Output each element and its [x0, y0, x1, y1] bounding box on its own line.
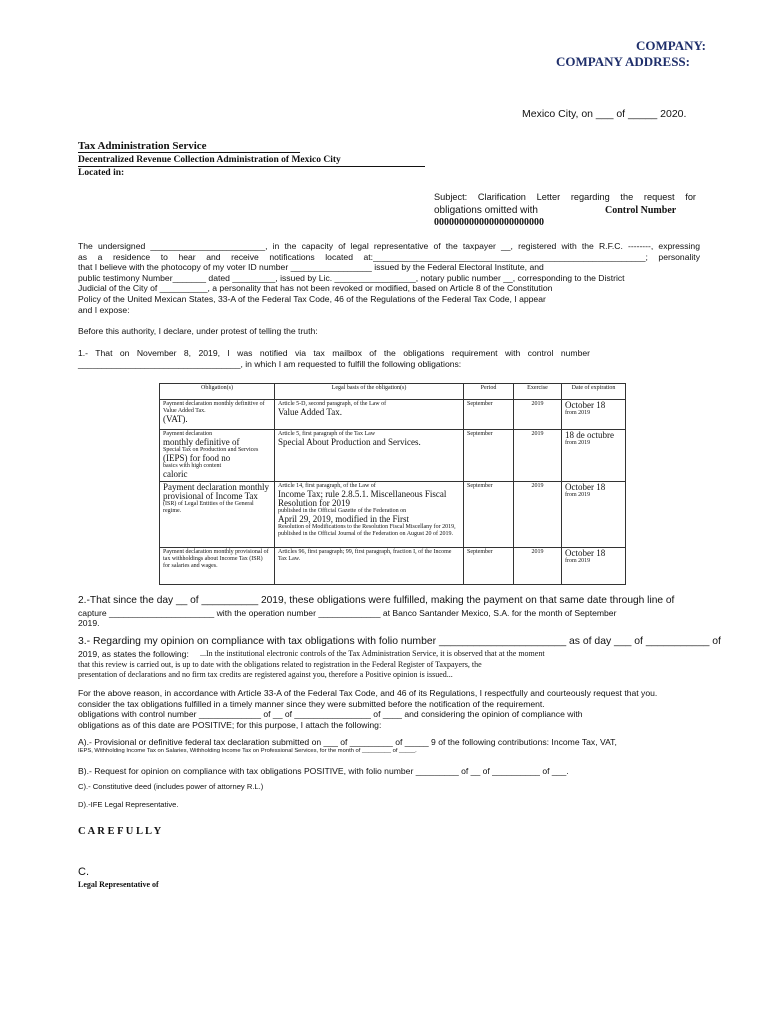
company-address-label: COMPANY ADDRESS: [556, 54, 690, 69]
point3-line-1: 3.- Regarding my opinion on compliance with tax obligations with folio number ______________________ as of day ___ of ___________ of [78, 636, 721, 647]
table-row [160, 482, 626, 548]
cell-expiration [562, 548, 626, 585]
cell-text: Income Tax; rule 2.8.5.1. Miscellaneous Fiscal Resolution for 2019 [278, 489, 447, 508]
addressee-line-3: Located in: [78, 168, 125, 178]
cell-obligation: Payment declaration monthly provisional of tax withholdings about Income Tax (ISR) for salaries and wages. [160, 548, 275, 585]
cell-text: Article 14, first paragraph, of the Law of [278, 483, 376, 489]
table-header-row [160, 384, 626, 400]
cell-text: Payment declaration monthly definitive of Value Added Tax. [163, 401, 265, 414]
cell-expiration [562, 430, 626, 482]
header-expiration: Date of expiration [562, 384, 626, 400]
subject-line-2b: Control Number [605, 205, 677, 216]
intro-paragraph [78, 241, 700, 315]
closing-carefully: C A R E F U L L Y [78, 826, 162, 837]
point2-line-2: capture ______________________ with the operation number _____________ at Banco Santander Mexico, S.A. for the month of September [78, 608, 617, 618]
point3-line-3: that this review is carried out, is up to date with the obligations related to registration in the Federal Register of Taxpayers, the [78, 660, 482, 669]
reason-line: consider the tax obligations fulfilled in a timely manner since they were submitted before the notification of the requirement. [78, 698, 545, 709]
reason-line: For the above reason, in accordance with Article 33-A of the Federal Tax Code, and 46 of its Regulations, I respectfully and courteously request that you. [78, 688, 658, 698]
cell-obligation [160, 400, 275, 430]
cell-text: caloric [163, 469, 188, 479]
cell-text: published in the Official Gazette of the Federation on [278, 508, 407, 514]
header-legal-basis: Legal basis of the obligation(s) [275, 384, 464, 400]
cell-expiration [562, 400, 626, 430]
intro-line: Policy of the United Mexican States, 33-A of the Federal Tax Code, 46 of the Regulations of the Federal Tax Code, I appear [78, 293, 546, 304]
point1-line-2: __________________________________, in which I am requested to fulfill the following obligations: [78, 359, 462, 369]
cell-text: basics with high content [163, 463, 222, 469]
point2-line-1: 2.-That since the day __ of __________ 2019, these obligations were fulfilled, making the payment on that same date through line of [78, 595, 675, 606]
date-line: Mexico City, on ___ of _____ 2020. [522, 108, 687, 120]
point3-line-2b: ...In the institutional electronic controls of the Tax Administration Service, it is observed that at the moment [200, 649, 545, 658]
cell-text: April 29, 2019, modified in the First [278, 514, 409, 524]
table-row [160, 430, 626, 482]
control-number: 0000000000000000000000 [434, 217, 544, 228]
cell-text: (IEPS) for food no [163, 453, 231, 463]
header-exercise: Exercise [514, 384, 562, 400]
cell-exercise: 2019 [514, 482, 562, 548]
attachment-a-line-2: IEPS, Withholding Income Tax on Salaries, Withholding Income Tax on Professional Services, for the month of _________ of _____. [78, 748, 417, 754]
point1-line-1: 1.- That on November 8, 2019, I was notified via tax mailbox of the obligations requirement with control number [78, 348, 590, 358]
cell-expiration [562, 482, 626, 548]
cell-exercise: 2019 [514, 548, 562, 585]
obligations-table [159, 383, 626, 585]
subject-line-1: Subject: Clarification Letter regarding the request for [434, 192, 696, 202]
attachment-c: C).- Constitutive deed (includes power of attorney R.L.) [78, 782, 264, 791]
cell-text: (ISR) of Legal Entities of the General regime. [163, 501, 254, 514]
cell-text: Payment declaration [163, 431, 213, 437]
cell-text: October 18 [565, 400, 606, 410]
cell-text: from 2019 [565, 558, 591, 564]
cell-text: October 18 [565, 482, 606, 492]
declare-line: Before this authority, I declare, under protest of telling the truth: [78, 326, 318, 336]
header-period: Period [464, 384, 514, 400]
cell-period: September [464, 548, 514, 585]
signature-label: Legal Representative of [78, 880, 159, 889]
cell-obligation [160, 482, 275, 548]
cell-text: from 2019 [565, 410, 591, 416]
intro-line: and I expose: [78, 304, 130, 315]
cell-text: monthly definitive of [163, 437, 240, 447]
intro-line: as a residence to hear and receive notifications located at:_________________________________________________________; personality [78, 251, 700, 262]
cell-exercise: 2019 [514, 430, 562, 482]
reason-line: obligations with control number _____________ of __ of ________________ of ____ and considering the opinion of compliance with [78, 709, 583, 720]
reason-line: obligations as of this date are POSITIVE; for this purpose, I attach the following: [78, 719, 382, 730]
cell-period: September [464, 400, 514, 430]
cell-text: from 2019 [565, 492, 591, 498]
header-obligation: Obligation(s) [160, 384, 275, 400]
addressee-line-1: Tax Administration Service [78, 140, 300, 153]
cell-text: Article 5-D, second paragraph, of the Law of [278, 401, 387, 407]
cell-legal-basis: Articles 96, first paragraph; 99, first paragraph, fraction I, of the Income Tax Law. [275, 548, 464, 585]
addressee-line-2: Decentralized Revenue Collection Administration of Mexico City [78, 155, 425, 167]
cell-text: from 2019 [565, 440, 591, 446]
cell-period: September [464, 482, 514, 548]
cell-text: (VAT). [163, 414, 188, 424]
point3-line-4: presentation of declarations and no firm tax credits are registered against you, therefore a Positive opinion is issued... [78, 670, 453, 679]
cell-text: 18 de octubre [565, 430, 614, 440]
intro-line: Judicial of the City of __________, a personality that has not been revoked or modified, based on Article 8 of the Constitution [78, 283, 553, 294]
company-label: COMPANY: [635, 38, 706, 53]
intro-line: The undersigned ________________________, in the capacity of legal representative of the taxpayer __, registered with the R.F.C. --------, expressing [78, 241, 700, 251]
cell-text: Resolution of Modifications to the Resolution Fiscal Miscellany for 2019, published in the Official Journal of the Federation on August 20 of 2019. [278, 524, 456, 537]
cell-text: Payment declaration monthly provisional of Income Tax [163, 482, 269, 501]
intro-line: that I believe with the photocopy of my voter ID number _________________ issued by the Federal Electoral Institute, and [78, 262, 544, 273]
cell-text: Special Tax on Production and Services [163, 447, 259, 453]
reason-paragraph [78, 688, 690, 730]
attachment-a-line-1: A).- Provisional or definitive federal tax declaration submitted on ___ of _________ of _____ 9 of the following contributions: Income Tax, VAT, [78, 737, 617, 747]
table-row [160, 400, 626, 430]
cell-text: Article 5, first paragraph of the Tax Law [278, 431, 376, 437]
cell-obligation [160, 430, 275, 482]
attachment-d: D).-IFE Legal Representative. [78, 800, 179, 809]
attachment-b: B).- Request for opinion on compliance with tax obligations POSITIVE, with folio number _________ of __ of __________ of ___. [78, 766, 569, 776]
closing-initial: C. [78, 866, 89, 878]
subject-line-2a: obligations omitted with [434, 205, 538, 216]
cell-period: September [464, 430, 514, 482]
intro-line: public testimony Number_______ dated _________, issued by Lic. _________________, notary public number __, corresponding to the District [78, 272, 625, 283]
point3-line-2a: 2019, as states the following: [78, 649, 189, 659]
cell-legal-basis [275, 400, 464, 430]
point2-line-3: 2019. [78, 618, 100, 628]
table-row [160, 548, 626, 585]
cell-text: Value Added Tax. [278, 407, 342, 417]
cell-text: Special About Production and Services. [278, 437, 421, 447]
cell-text: October 18 [565, 548, 606, 558]
cell-exercise: 2019 [514, 400, 562, 430]
cell-legal-basis [275, 482, 464, 548]
cell-legal-basis [275, 430, 464, 482]
